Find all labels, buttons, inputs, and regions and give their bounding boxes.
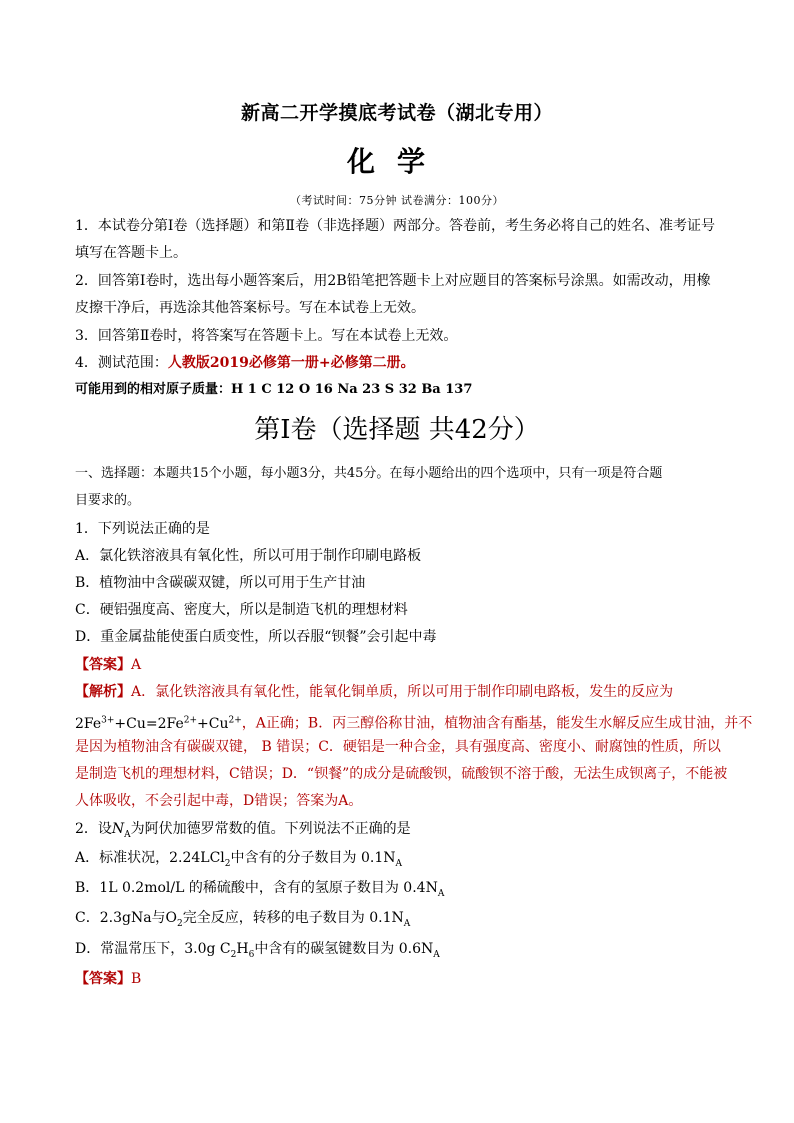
analysis-label: 【解析】 xyxy=(75,684,131,700)
question-1-option-a: A．氯化铁溶液具有氧化性，所以可用于制作印刷电路板 xyxy=(75,548,422,564)
section-title: 第Ⅰ卷（选择题 共42分） xyxy=(254,415,540,445)
section-intro-line: 一、选择题：本题共15个小题，每小题3分，共45分。在每小题给出的四个选项中，只有一项是符合题 xyxy=(75,466,663,481)
scope-label: 4．测试范围： xyxy=(75,355,168,371)
answer-value: A xyxy=(131,657,142,673)
question-2-option-d: D．常温常压下，3.0g $C_2H_6$中含有的碳氢键数目为 $0.6N_A$ xyxy=(75,941,440,960)
exam-title: 新高二开学摸底考试卷（湖北专用） xyxy=(240,102,553,124)
equation: $2Fe^{3+}+Cu=2Fe^{2+}+Cu^{2+}$ xyxy=(75,715,242,732)
answer-label: 【答案】 xyxy=(75,971,131,987)
question-1-stem: 1．下列说法正确的是 xyxy=(75,521,210,537)
scope-value: 人教版2019必修第一册+必修第二册。 xyxy=(167,355,415,371)
question-2-stem: 2．设$N_A$为阿伏加德罗常数的值。下列说法不正确的是 xyxy=(75,821,411,840)
instruction-line: 2．回答第Ⅰ卷时，选出每小题答案后，用2B铅笔把答题卡上对应题目的答案标号涂黑。如需改动，用橡 xyxy=(75,273,711,289)
analysis-text: A．氯化铁溶液具有氧化性，能氧化铜单质，所以可用于制作印刷电路板，发生的反应为 xyxy=(131,684,674,700)
atomic-mass-line: 可能用到的相对原子质量：H 1 C 12 O 16 Na 23 S 32 Ba 137 xyxy=(75,382,473,397)
answer-value: B xyxy=(131,971,142,987)
question-1-option-c: C．硬铝强度高、密度大，所以是制造飞机的理想材料 xyxy=(75,602,408,618)
instruction-line: 1．本试卷分第Ⅰ卷（选择题）和第Ⅱ卷（非选择题）两部分。答卷前，考生务必将自己的姓名、准考证号 xyxy=(75,218,715,234)
question-1-option-b: B．植物油中含碳碳双键，所以可用于生产甘油 xyxy=(75,575,366,591)
question-2-option-a: A．标准状况，2.24LCl$_2$中含有的分子数目为 $0.1N_A$ xyxy=(75,850,402,869)
question-1-analysis-4: 是制造飞机的理想材料，C错误；D．“钡餐”的成分是硫酸钡，硫酸钡不溶于酸，无法生成钡离子，不能被 xyxy=(75,766,728,782)
instruction-line: 皮擦干净后，再选涂其他答案标号。写在本试卷上无效。 xyxy=(75,300,425,316)
question-1-analysis-2 xyxy=(75,711,753,733)
question-2-option-c: C．2.3gNa与$O_2$完全反应，转移的电子数目为 $0.1N_A$ xyxy=(75,910,411,929)
instruction-line: 3．回答第Ⅱ卷时，将答案写在答题卡上。写在本试卷上无效。 xyxy=(75,328,458,344)
answer-label: 【答案】 xyxy=(75,657,131,673)
instruction-line: 填写在答题卡上。 xyxy=(75,245,187,261)
question-2-option-b: B．1L 0.2mol/L 的稀硫酸中，含有的氢原子数目为 $0.4N_A$ xyxy=(75,880,445,899)
question-1-analysis-1 xyxy=(75,683,735,701)
exam-meta: （考试时间：75分钟 试卷满分：100分） xyxy=(290,194,504,207)
question-2-answer xyxy=(75,970,735,988)
question-1-analysis-5: 人体吸收，不会引起中毒，D错误；答案为A。 xyxy=(75,793,363,809)
question-1-analysis-3: 是因为植物油含有碳碳双键， B 错误；C．硬铝是一种合金，具有强度高、密度小、耐腐蚀的性质，所以 xyxy=(75,739,721,755)
question-1-option-d: D．重金属盐能使蛋白质变性，所以吞服“钡餐”会引起中毒 xyxy=(75,629,437,645)
question-1-answer xyxy=(75,656,735,674)
section-intro-line: 目要求的。 xyxy=(75,493,141,508)
subject-title: 化学 xyxy=(346,145,447,178)
analysis-text: ，A正确；B．丙三醇俗称甘油，植物油含有酯基，能发生水解反应生成甘油，并不 xyxy=(241,715,753,732)
scope-line xyxy=(75,354,735,372)
